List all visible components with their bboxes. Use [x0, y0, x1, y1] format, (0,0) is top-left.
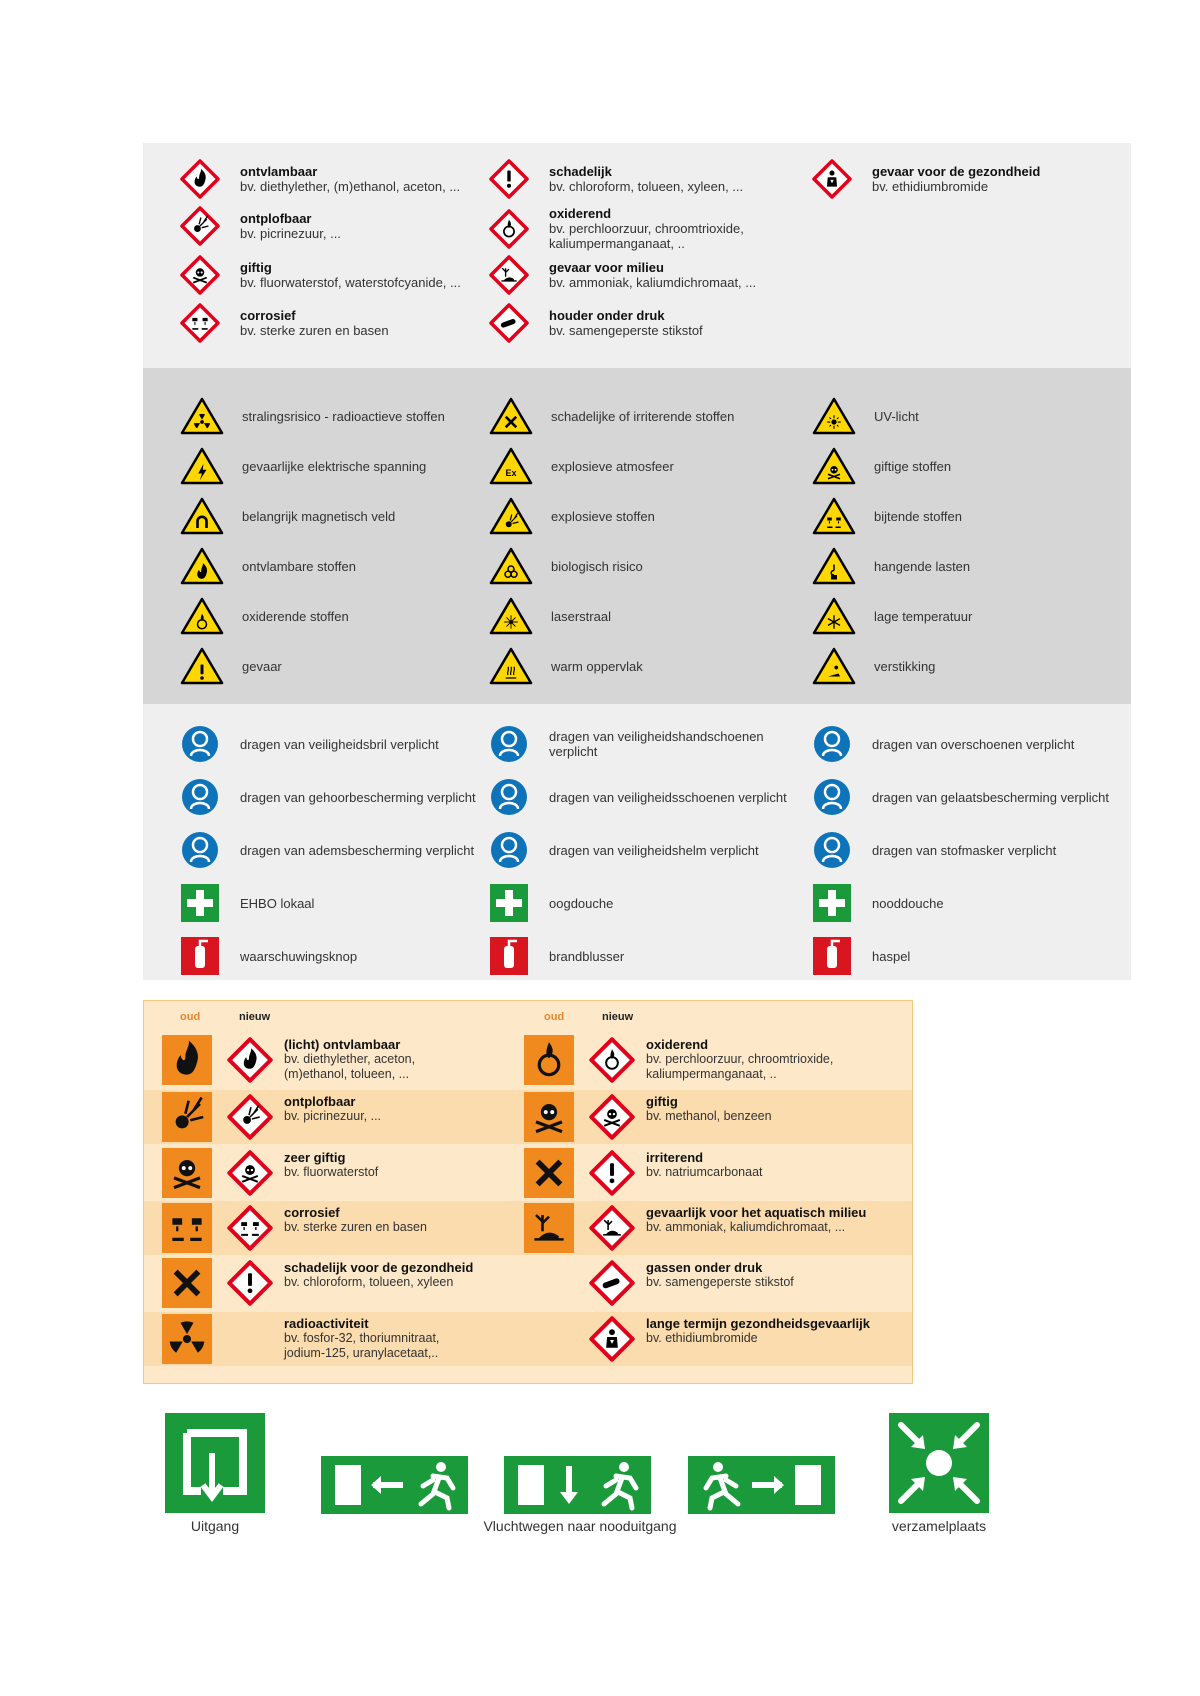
mandatory-sign-label: dragen van ademsbescherming verplicht [240, 842, 475, 858]
corrosive-diamond-icon [180, 303, 220, 343]
comparison-text [284, 1094, 534, 1124]
ghs-pictogram-panel [143, 143, 1131, 368]
mandatory-sign-label: dragen van veiligheidsbril verplicht [240, 736, 439, 752]
warning-sign-label: warm oppervlak [551, 658, 643, 674]
comparison-title: (licht) ontvlambaar [284, 1037, 401, 1052]
header-new-right: nieuw [602, 1011, 634, 1023]
warning-sign-item [180, 496, 395, 536]
ghs-item [180, 159, 460, 199]
comparison-text [284, 1316, 534, 1361]
warning-sign-label: ontvlambare stoffen [242, 558, 356, 574]
fire-extinguisher-icon [489, 936, 529, 976]
low-temperature-warning-icon [812, 596, 856, 636]
hearing-protection-icon [180, 777, 220, 817]
warning-sign-item [812, 496, 962, 536]
mandatory-sign-item [180, 936, 357, 976]
electric-warning-icon [180, 446, 224, 486]
magnet-warning-icon [180, 496, 224, 536]
warning-sign-label: UV-licht [874, 408, 919, 424]
safety-shoes-icon [489, 777, 529, 817]
oxidizer-diamond-icon [489, 209, 529, 249]
old-environment-icon [524, 1203, 574, 1253]
warning-sign-label: lage temperatuur [874, 608, 973, 624]
warning-sign-item [812, 646, 935, 686]
flame-diamond-icon [180, 159, 220, 199]
ghs-item-description: bv. picrinezuur, ... [240, 226, 341, 241]
ghs-item-description: bv. perchloorzuur, chroomtrioxide, kaliumpermanganaat, .. [549, 221, 744, 251]
warning-sign-label: bijtende stoffen [874, 508, 962, 524]
mandatory-sign-label: EHBO lokaal [240, 895, 315, 911]
comparison-title: oxiderend [646, 1037, 709, 1052]
ghs-item-description: bv. fluorwaterstof, waterstofcyanide, ... [240, 275, 461, 290]
warning-sign-item [489, 646, 643, 686]
ghs-item-text [549, 206, 794, 251]
alarm-button-icon [180, 936, 220, 976]
comparison-description: kaliumpermanganaat, .. [646, 1067, 777, 1081]
ghs-item-title: giftig [240, 260, 272, 275]
warning-sign-label: stralingsrisico - radioactieve stoffen [242, 408, 445, 424]
comparison-title: giftig [646, 1094, 678, 1109]
explosion-diamond-icon [180, 206, 220, 246]
ghs-item-title: ontplofbaar [240, 211, 312, 226]
safety-helmet-icon [489, 830, 529, 870]
warning-sign-label: explosieve stoffen [551, 508, 655, 524]
environment-diamond-icon [589, 1205, 635, 1251]
mandatory-sign-item [489, 830, 759, 870]
exit-caption: Uitgang [190, 1518, 240, 1534]
old-radiation-icon [162, 1314, 212, 1364]
respirator-icon [180, 830, 220, 870]
ghs-item-title: ontvlambaar [240, 164, 318, 179]
mandatory-sign-item [812, 936, 910, 976]
comparison-title: zeer giftig [284, 1150, 346, 1165]
laser-warning-icon [489, 596, 533, 636]
comparison-description: bv. chloroform, tolueen, xyleen [284, 1275, 454, 1289]
warning-sign-label: giftige stoffen [874, 458, 952, 474]
exit-left-arrow-sign-icon [321, 1456, 468, 1514]
skull-diamond-icon [180, 255, 220, 295]
comparison-text [646, 1205, 896, 1235]
mandatory-sign-item [180, 883, 314, 923]
health-hazard-diamond-icon [812, 159, 852, 199]
ghs-item-title: oxiderend [549, 206, 612, 221]
comparison-description: bv. picrinezuur, ... [284, 1109, 382, 1123]
warning-sign-item [489, 446, 674, 486]
ghs-item [489, 303, 703, 343]
mandatory-sign-item [180, 777, 476, 817]
svg-text:Ex: Ex [505, 467, 517, 478]
gas-cylinder-diamond-icon [489, 303, 529, 343]
ghs-item-title: houder onder druk [549, 308, 665, 323]
mandatory-sign-label: dragen van gelaatsbescherming verplicht [872, 789, 1110, 805]
comparison-title: gassen onder druk [646, 1260, 763, 1275]
explosion-diamond-icon [227, 1094, 273, 1140]
assembly-point-sign-icon [889, 1413, 989, 1513]
mandatory-sign-item [812, 883, 944, 923]
mandatory-sign-item [812, 724, 1074, 764]
old-oxidizer-icon [524, 1035, 574, 1085]
ghs-item [489, 159, 743, 199]
ghs-item-description: bv. ethidiumbromide [872, 179, 989, 194]
comparison-description: bv. ethidiumbromide [646, 1331, 758, 1345]
ghs-item [812, 159, 1040, 199]
mandatory-sign-label: dragen van stofmasker verplicht [872, 842, 1057, 858]
ghs-item-description: bv. diethylether, (m)ethanol, aceton, ... [240, 179, 461, 194]
uv-warning-icon [812, 396, 856, 436]
mandatory-sign-item [489, 724, 789, 764]
exit-down-arrow-sign-icon [504, 1456, 651, 1514]
comparison-title: radioactiviteit [284, 1316, 369, 1331]
warning-sign-label: schadelijke of irriterende stoffen [551, 408, 735, 424]
gas-cylinder-diamond-icon [589, 1260, 635, 1306]
warning-sign-item [812, 546, 970, 586]
warning-sign-item [180, 446, 426, 486]
ghs-item-text [240, 308, 389, 338]
health-hazard-diamond-icon [589, 1316, 635, 1362]
warning-sign-item [812, 596, 972, 636]
mandatory-sign-item [180, 724, 439, 764]
exit-door-sign-icon [165, 1413, 265, 1513]
mandatory-sign-label: dragen van overschoenen verplicht [872, 736, 1075, 752]
assembly-point-caption: verzamelplaats [891, 1518, 987, 1534]
comparison-description: bv. ammoniak, kaliumdichromaat, ... [646, 1220, 846, 1234]
comparison-description: bv. sterke zuren en basen [284, 1220, 427, 1234]
warning-sign-item [489, 396, 734, 436]
harmful-x-warning-icon [489, 396, 533, 436]
ghs-item-description: bv. samengeperste stikstof [549, 323, 703, 338]
warning-sign-item [812, 446, 951, 486]
environment-diamond-icon [489, 255, 529, 295]
toxic-warning-icon [812, 446, 856, 486]
old-corrosive-icon [162, 1203, 212, 1253]
skull-diamond-icon [589, 1094, 635, 1140]
mandatory-sign-label: haspel [872, 948, 911, 964]
comparison-text [646, 1316, 896, 1346]
exclamation-warning-icon [180, 646, 224, 686]
comparison-text [284, 1150, 534, 1180]
warning-sign-label: oxiderende stoffen [242, 608, 349, 624]
header-new-left: nieuw [239, 1011, 271, 1023]
comparison-title: gevaarlijk voor het aquatisch milieu [646, 1205, 867, 1220]
ghs-item-description: bv. ammoniak, kaliumdichromaat, ... [549, 275, 757, 290]
comparison-title: lange termijn gezondheidsgevaarlijk [646, 1316, 870, 1331]
warning-sign-label: verstikking [874, 658, 936, 674]
dust-mask-icon [812, 830, 852, 870]
old-explosion-icon [162, 1092, 212, 1142]
hot-surface-warning-icon [489, 646, 533, 686]
mandatory-sign-item [812, 777, 1109, 817]
safety-glasses-icon [180, 724, 220, 764]
first-aid-icon [180, 883, 220, 923]
fire-hose-icon [812, 936, 852, 976]
warning-sign-label: hangende lasten [874, 558, 971, 574]
ghs-item-title: gevaar voor milieu [549, 260, 664, 275]
mandatory-sign-label: brandblusser [549, 948, 625, 964]
comparison-description: bv. samengeperste stikstof [646, 1275, 794, 1289]
warning-sign-item [489, 546, 643, 586]
header-old-left: oud [180, 1011, 201, 1023]
comparison-text [646, 1037, 896, 1082]
exclamation-diamond-icon [227, 1260, 273, 1306]
eyewash-icon [489, 883, 529, 923]
old-x-icon [162, 1258, 212, 1308]
hanging-load-warning-icon [812, 546, 856, 586]
corrosive-diamond-icon [227, 1205, 273, 1251]
overshoes-icon [812, 724, 852, 764]
warning-sign-panel [143, 368, 1131, 704]
comparison-title: corrosief [284, 1205, 340, 1220]
ghs-item [180, 206, 341, 246]
mandatory-sign-label: dragen van veiligheidsschoenen verplicht [549, 789, 787, 805]
face-protection-icon [812, 777, 852, 817]
flame-diamond-icon [227, 1037, 273, 1083]
exclamation-diamond-icon [489, 159, 529, 199]
warning-sign-item [180, 396, 445, 436]
emergency-shower-icon [812, 883, 852, 923]
comparison-text [646, 1094, 896, 1124]
comparison-description: jodium-125, uranylacetaat,.. [284, 1346, 439, 1360]
warning-sign-label: biologisch risico [551, 558, 643, 574]
explosive-warning-icon [489, 496, 533, 536]
mandatory-sign-label: dragen van veiligheidshelm verplicht [549, 842, 759, 858]
biohazard-warning-icon [489, 546, 533, 586]
oxidizer-warning-icon [180, 596, 224, 636]
escape-routes-caption: Vluchtwegen naar nooduitgang [483, 1518, 677, 1534]
comparison-text [646, 1260, 896, 1290]
old-skull-icon [162, 1148, 212, 1198]
ghs-item-text [240, 260, 461, 290]
ghs-item-description: bv. chloroform, tolueen, xyleen, ... [549, 179, 744, 194]
mandatory-sign-panel [143, 704, 1131, 980]
mandatory-sign-label: oogdouche [549, 895, 614, 911]
mandatory-sign-label: waarschuwingsknop [240, 948, 358, 964]
comparison-text [284, 1205, 534, 1235]
ex-atmosphere-warning-icon [489, 446, 533, 486]
comparison-title: schadelijk voor de gezondheid [284, 1260, 474, 1275]
comparison-title: ontplofbaar [284, 1094, 356, 1109]
mandatory-sign-item [812, 830, 1056, 870]
comparison-text [646, 1150, 896, 1180]
comparison-text [284, 1260, 534, 1290]
warning-sign-item [812, 396, 919, 436]
comparison-description: bv. fosfor-32, thoriumnitraat, [284, 1331, 440, 1345]
warning-sign-label: gevaarlijke elektrische spanning [242, 458, 427, 474]
ghs-item-title: schadelijk [549, 164, 612, 179]
comparison-description: bv. natriumcarbonaat [646, 1165, 763, 1179]
ghs-item [180, 255, 461, 295]
header-old-right: oud [544, 1011, 565, 1023]
warning-sign-item [180, 546, 356, 586]
comparison-description: (m)ethanol, tolueen, ... [284, 1067, 410, 1081]
exit-right-arrow-sign-icon [688, 1456, 835, 1514]
warning-sign-item [180, 596, 349, 636]
flame-warning-icon [180, 546, 224, 586]
ghs-item [180, 303, 389, 343]
suffocation-warning-icon [812, 646, 856, 686]
mandatory-sign-item [180, 830, 474, 870]
safety-gloves-icon [489, 724, 529, 764]
comparison-text [284, 1037, 534, 1082]
ghs-item-text [549, 164, 743, 194]
mandatory-sign-label: dragen van gehoorbescherming verplicht [240, 789, 476, 805]
warning-sign-item [489, 496, 655, 536]
warning-sign-label: laserstraal [551, 608, 611, 624]
ghs-item [489, 206, 794, 251]
mandatory-sign-label: dragen van veiligheidshandschoenen verplicht [549, 729, 764, 759]
comparison-description: bv. fluorwaterstof [284, 1165, 379, 1179]
radiation-warning-icon [180, 396, 224, 436]
skull-diamond-icon [227, 1150, 273, 1196]
warning-sign-item [180, 646, 282, 686]
ghs-item-title: gevaar voor de gezondheid [872, 164, 1041, 179]
ghs-item-text [872, 164, 1040, 194]
warning-sign-item [489, 596, 611, 636]
comparison-title: irriterend [646, 1150, 704, 1165]
old-new-comparison-panel [143, 1000, 913, 1384]
warning-sign-label: belangrijk magnetisch veld [242, 508, 396, 524]
ghs-item [489, 255, 756, 295]
mandatory-sign-item [489, 883, 613, 923]
ghs-item-text [240, 211, 341, 241]
ghs-item-text [549, 260, 756, 290]
old-flame-icon [162, 1035, 212, 1085]
comparison-description: bv. perchloorzuur, chroomtrioxide, [646, 1052, 834, 1066]
ghs-item-title: corrosief [240, 308, 296, 323]
exclamation-diamond-icon [589, 1150, 635, 1196]
comparison-description: bv. diethylether, aceton, [284, 1052, 416, 1066]
old-x-icon [524, 1148, 574, 1198]
ghs-item-text [549, 308, 703, 338]
warning-sign-label: gevaar [242, 658, 282, 674]
ghs-item-text [240, 164, 460, 194]
ghs-item-description: bv. sterke zuren en basen [240, 323, 389, 338]
mandatory-sign-item [489, 777, 787, 817]
comparison-description: bv. methanol, benzeen [646, 1109, 772, 1123]
mandatory-sign-item [489, 936, 624, 976]
oxidizer-diamond-icon [589, 1037, 635, 1083]
mandatory-sign-label: nooddouche [872, 895, 944, 911]
old-skull-icon [524, 1092, 574, 1142]
warning-sign-label: explosieve atmosfeer [551, 458, 674, 474]
corrosive-warning-icon [812, 496, 856, 536]
